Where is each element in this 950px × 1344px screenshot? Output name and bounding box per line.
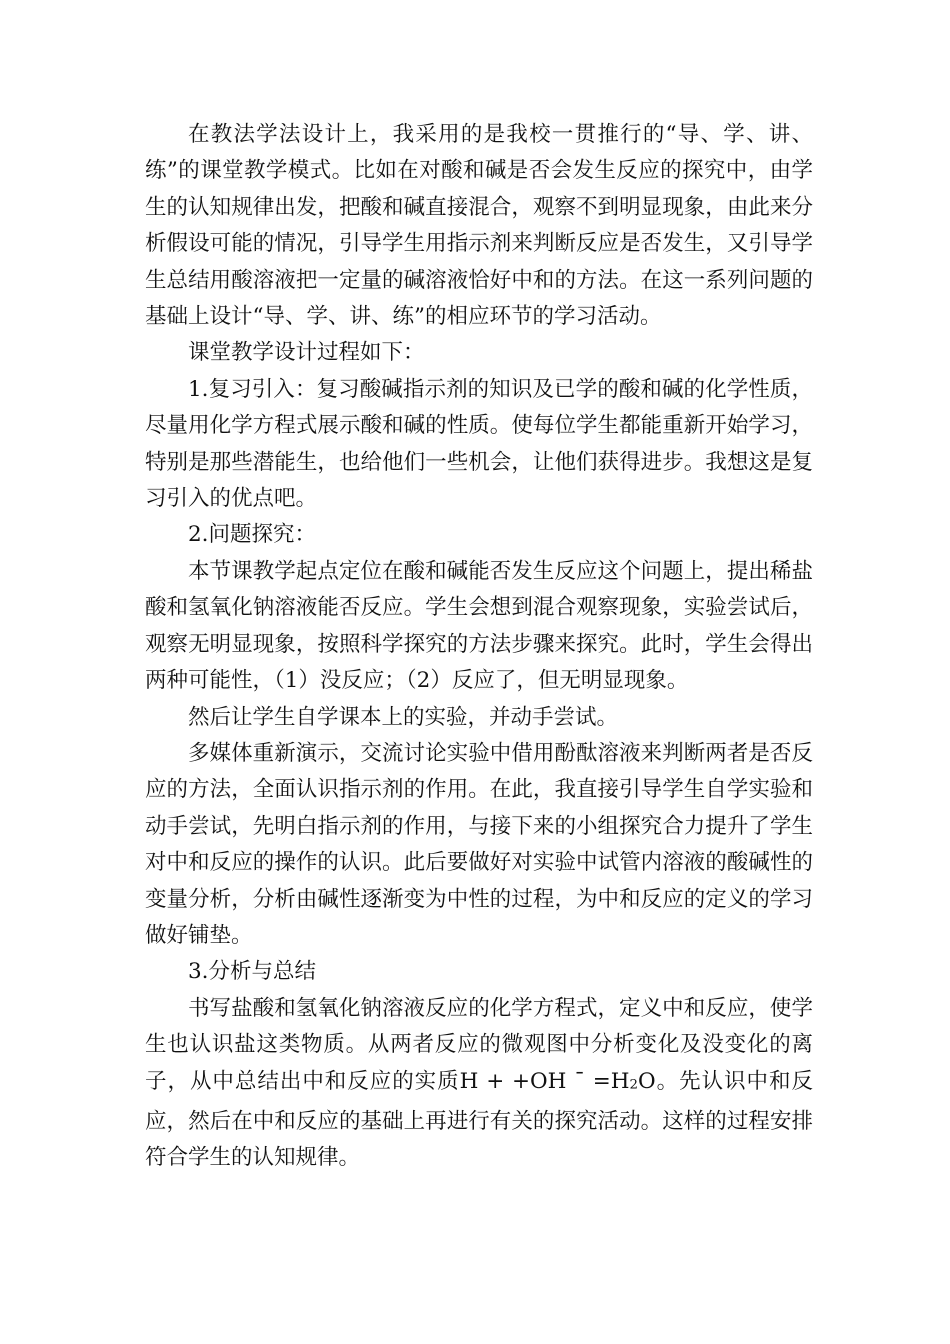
formula-subscript: 2 (629, 1077, 639, 1093)
paragraph-inquiry: 本节课教学起点定位在酸和碱能否发生反应这个问题上，提出稀盐酸和氢氧化钠溶液能否反应。学生会想到混合观察现象，实验尝试后，观察无明显现象，按照科学探究的方法步骤来探究。此时，学生会得出两种可能性，（1）没反应；（2）反应了，但无明显现象。 (145, 558, 813, 694)
document-body (145, 117, 813, 1176)
paragraph-design-intro: 课堂教学设计过程如下： (188, 340, 425, 366)
heading-summary: 3.分析与总结 (188, 959, 317, 985)
summary-text-after: 。先认识中和反应，然后在中和反应的基础上再进行有关的探究活动。这样的过程安排符合学生的认知规律。 (145, 1068, 813, 1171)
paragraph-teaching-method: 在教法学法设计上，我采用的是我校一贯推行的“导、学、讲、练”的课堂教学模式。比如在对酸和碱是否会发生反应的探究中，由学生的认知规律出发，把酸和碱直接混合，观察不到明显现象，由此来分析假设可能的情况，引导学生用指示剂来判断反应是否发生，又引导学生总结用酸溶液把一定量的碱溶液恰好中和的方法。在这一系列问题的基础上设计“导、学、讲、练”的相应环节的学习活动。 (145, 122, 813, 330)
paragraph-self-study: 然后让学生自学课本上的实验，并动手尝试。 (188, 704, 619, 730)
formula-main: H + +OH ¯ =H (459, 1068, 630, 1094)
summary-text-before: 书写盐酸和氢氧化钠溶液反应的化学方程式，定义中和反应，使学生也认识盐这类物质。从两者反应的微观图中分析变化及没变化的离子，从中总结出中和反应的实质 (145, 995, 813, 1094)
heading-inquiry: 2.问题探究： (188, 522, 317, 548)
paragraph-summary (145, 991, 813, 1177)
formula-end: O (638, 1068, 656, 1094)
paragraph-multimedia: 多媒体重新演示，交流讨论实验中借用酚酞溶液来判断两者是否反应的方法，全面认识指示剂的作用。在此，我直接引导学生自学实验和动手尝试，先明白指示剂的作用，与接下来的小组探究合力提升了学生对中和反应的操作的认识。此后要做好对实验中试管内溶液的酸碱性的变量分析，分析由碱性逐渐变为中性的过程，为中和反应的定义的学习做好铺垫。 (145, 740, 813, 948)
paragraph-review: 1.复习引入：复习酸碱指示剂的知识及已学的酸和碱的化学性质，尽量用化学方程式展示酸和碱的性质。使每位学生都能重新开始学习，特别是那些潜能生，也给他们一些机会，让他们获得进步。我想这是复习引入的优点吧。 (145, 376, 813, 512)
neutralization-formula (460, 1069, 656, 1094)
